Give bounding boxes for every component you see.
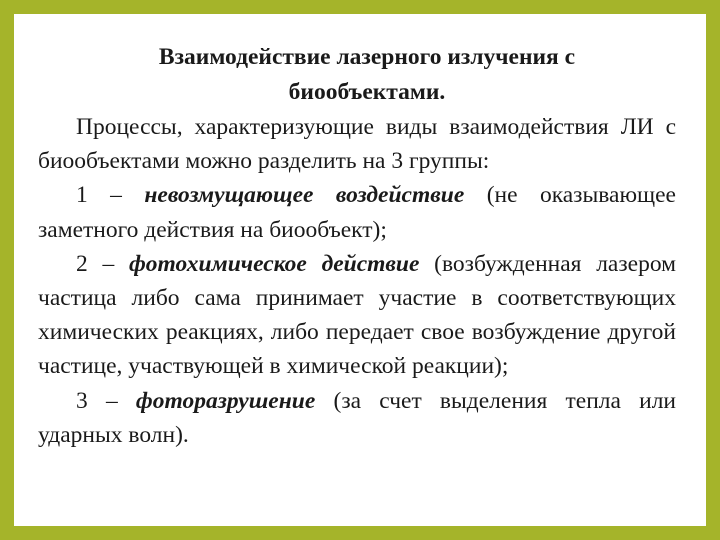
group-2-prefix: 2 – bbox=[76, 250, 129, 277]
slide-title: Взаимодействие лазерного излучения с биообъектами. bbox=[158, 44, 576, 105]
group-item-1 bbox=[38, 178, 676, 246]
group-item-3 bbox=[38, 384, 676, 452]
slide-body bbox=[38, 110, 676, 452]
intro-paragraph: Процессы, характеризующие виды взаимодействия ЛИ с биообъектами можно разделить на 3 группы: bbox=[38, 114, 676, 175]
group-1-description: (не оказывающее заметного действия на биообъект); bbox=[38, 182, 676, 243]
group-3-term: фоторазрушение bbox=[135, 387, 316, 414]
group-2-term: фотохимическое действие bbox=[128, 250, 420, 277]
group-1-prefix: 1 – bbox=[76, 182, 145, 209]
group-item-2 bbox=[38, 247, 676, 384]
group-3-description: (за счет выделения тепла или ударных волн). bbox=[38, 387, 677, 448]
group-1-term: невозмущающее воздействие bbox=[144, 182, 465, 209]
group-2-description: (возбужденная лазером частица либо сама принимает участие в соответствующих химических реакциях, либо передает свое возбуждение другой частице, участвующей в химической реакции); bbox=[38, 250, 676, 380]
slide-content bbox=[14, 14, 706, 526]
group-3-prefix: 3 – bbox=[76, 387, 136, 414]
